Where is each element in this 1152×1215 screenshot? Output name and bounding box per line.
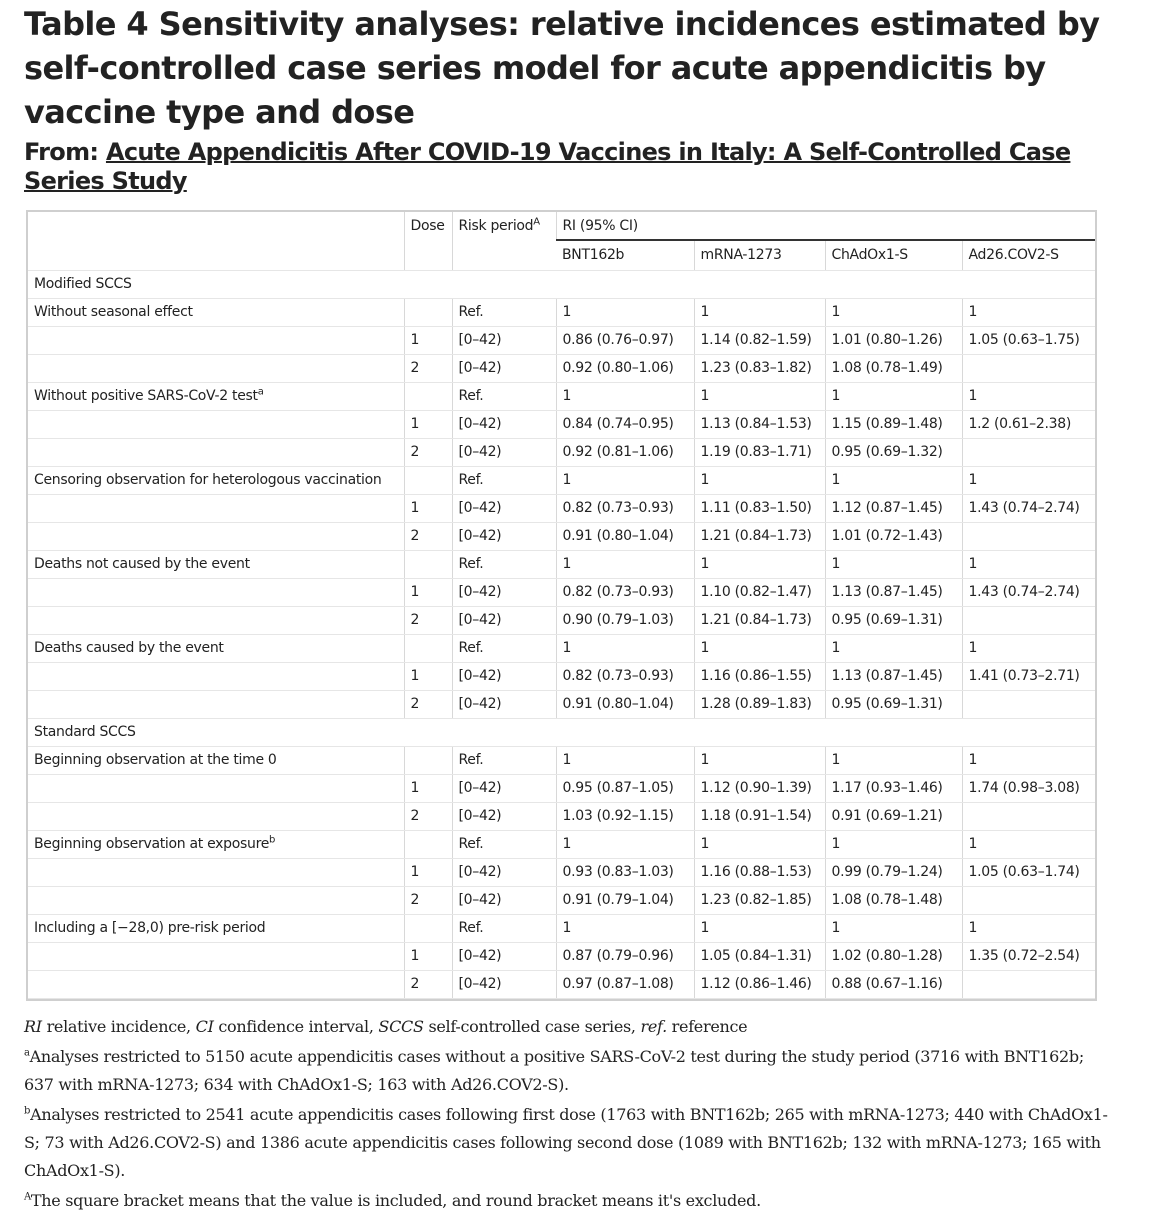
ri-value-cell: 0.82 (0.73–0.93) — [556, 578, 694, 606]
dose-cell: 1 — [404, 494, 452, 522]
ri-value-cell: 1 — [962, 634, 1095, 662]
footnote-mark: A — [24, 1191, 31, 1203]
ri-value-cell: 1 — [825, 466, 962, 494]
risk-period-cell: Ref. — [452, 382, 556, 410]
risk-period-cell: [0–42) — [452, 326, 556, 354]
table-row — [28, 494, 1095, 522]
table-row — [28, 298, 1095, 326]
ri-value-cell — [962, 970, 1095, 998]
source-article-link[interactable]: Acute Appendicitis After COVID-19 Vaccines in Italy: A Self-Controlled Case Series Study — [24, 138, 1071, 195]
table-row — [28, 662, 1095, 690]
ri-value-cell — [962, 802, 1095, 830]
ri-value-cell: 1 — [825, 550, 962, 578]
dose-cell — [404, 914, 452, 942]
analysis-label — [28, 298, 404, 326]
table-row — [28, 326, 1095, 354]
table-row — [28, 634, 1095, 662]
table-row — [28, 886, 1095, 914]
source-line — [24, 138, 1084, 196]
dose-cell: 2 — [404, 802, 452, 830]
analysis-label — [28, 438, 404, 466]
ri-value-cell: 1.2 (0.61–2.38) — [962, 410, 1095, 438]
risk-period-cell: [0–42) — [452, 970, 556, 998]
analysis-label-text: Without seasonal effect — [34, 304, 193, 320]
table-row — [28, 438, 1095, 466]
table-row — [28, 858, 1095, 886]
table-row — [28, 942, 1095, 970]
ri-value-cell: 1 — [962, 298, 1095, 326]
analysis-label — [28, 382, 404, 410]
table-row — [28, 522, 1095, 550]
ri-value-cell: 0.95 (0.69–1.31) — [825, 690, 962, 718]
footnote-mark: b — [24, 1105, 31, 1117]
dose-cell: 2 — [404, 522, 452, 550]
analysis-label-text: Beginning observation at the time 0 — [34, 752, 277, 768]
ri-value-cell: 1 — [694, 914, 825, 942]
risk-period-cell: [0–42) — [452, 438, 556, 466]
analysis-label — [28, 326, 404, 354]
table-container — [26, 210, 1097, 1001]
ri-value-cell: 1 — [556, 298, 694, 326]
table-row — [28, 774, 1095, 802]
dose-cell: 1 — [404, 942, 452, 970]
abbreviation-term: ref. — [640, 1016, 667, 1036]
footnote-text: Analyses restricted to 5150 acute appendicitis cases without a positive SARS-CoV-2 test during the study period (3716 with BNT162b; 637 with mRNA-1273; 634 with ChAdOx1-S; 163 with Ad26.COV2-S). — [24, 1046, 1084, 1094]
ri-value-cell: 1 — [556, 634, 694, 662]
ri-value-cell: 0.92 (0.80–1.06) — [556, 354, 694, 382]
table-row — [28, 690, 1095, 718]
ri-value-cell: 1 — [694, 466, 825, 494]
header-vaccine: ChAdOx1-S — [825, 240, 962, 270]
ri-value-cell: 1.12 (0.86–1.46) — [694, 970, 825, 998]
risk-period-cell: [0–42) — [452, 774, 556, 802]
analysis-label — [28, 634, 404, 662]
analysis-label — [28, 746, 404, 774]
dose-cell — [404, 830, 452, 858]
analysis-label — [28, 494, 404, 522]
ri-value-cell: 1.01 (0.80–1.26) — [825, 326, 962, 354]
ri-value-cell: 0.88 (0.67–1.16) — [825, 970, 962, 998]
ri-value-cell: 1 — [825, 634, 962, 662]
ri-value-cell: 0.99 (0.79–1.24) — [825, 858, 962, 886]
footnote — [24, 1043, 1109, 1099]
header-empty-cell — [28, 212, 404, 270]
ri-value-cell — [962, 690, 1095, 718]
analysis-label-text: Deaths caused by the event — [34, 640, 224, 656]
ri-value-cell: 0.91 (0.80–1.04) — [556, 690, 694, 718]
ri-value-cell: 0.91 (0.79–1.04) — [556, 886, 694, 914]
table-row — [28, 746, 1095, 774]
ri-value-cell: 1 — [694, 634, 825, 662]
ri-value-cell: 0.86 (0.76–0.97) — [556, 326, 694, 354]
ri-value-cell: 1.43 (0.74–2.74) — [962, 578, 1095, 606]
abbreviation-definition: relative incidence, — [46, 1016, 191, 1036]
dose-cell: 1 — [404, 326, 452, 354]
sensitivity-table — [28, 212, 1095, 999]
risk-period-cell: [0–42) — [452, 886, 556, 914]
analysis-label — [28, 354, 404, 382]
ri-value-cell: 1.19 (0.83–1.71) — [694, 438, 825, 466]
abbreviation-term: CI — [195, 1016, 214, 1036]
table-header — [28, 212, 1095, 270]
risk-period-cell: [0–42) — [452, 494, 556, 522]
ri-value-cell: 1 — [962, 830, 1095, 858]
header-risk-period-footnote-mark: A — [533, 216, 540, 228]
footnote-mark: a — [24, 1047, 30, 1059]
ri-value-cell — [962, 354, 1095, 382]
ri-value-cell: 1 — [825, 382, 962, 410]
ri-value-cell: 1 — [556, 382, 694, 410]
analysis-label — [28, 410, 404, 438]
ri-value-cell: 1 — [556, 746, 694, 774]
dose-cell: 1 — [404, 578, 452, 606]
dose-cell: 1 — [404, 858, 452, 886]
table-row — [28, 578, 1095, 606]
risk-period-cell: [0–42) — [452, 858, 556, 886]
ri-value-cell: 0.84 (0.74–0.95) — [556, 410, 694, 438]
ri-value-cell — [962, 606, 1095, 634]
risk-period-cell: [0–42) — [452, 662, 556, 690]
footnote-text: The square bracket means that the value is included, and round bracket means it's excluded. — [30, 1190, 761, 1210]
ri-value-cell: 0.97 (0.87–1.08) — [556, 970, 694, 998]
ri-value-cell: 1.21 (0.84–1.73) — [694, 606, 825, 634]
ri-value-cell: 0.92 (0.81–1.06) — [556, 438, 694, 466]
dose-cell: 2 — [404, 606, 452, 634]
ri-value-cell: 0.91 (0.80–1.04) — [556, 522, 694, 550]
section-row — [28, 270, 1095, 298]
analysis-label — [28, 550, 404, 578]
section-row — [28, 718, 1095, 746]
ri-value-cell: 1 — [694, 298, 825, 326]
header-vaccine: mRNA-1273 — [694, 240, 825, 270]
dose-cell — [404, 466, 452, 494]
ri-value-cell: 0.90 (0.79–1.03) — [556, 606, 694, 634]
abbreviation-definition: self-controlled case series, — [428, 1016, 636, 1036]
section-label: Standard SCCS — [28, 718, 1095, 746]
risk-period-cell: Ref. — [452, 550, 556, 578]
dose-cell: 1 — [404, 410, 452, 438]
analysis-label — [28, 830, 404, 858]
ri-value-cell: 0.95 (0.69–1.32) — [825, 438, 962, 466]
ri-value-cell: 1.08 (0.78–1.49) — [825, 354, 962, 382]
table-body — [28, 270, 1095, 998]
ri-value-cell: 1.15 (0.89–1.48) — [825, 410, 962, 438]
ri-value-cell: 1 — [962, 914, 1095, 942]
footnote-text: Analyses restricted to 2541 acute appendicitis cases following first dose (1763 with BNT162b; 265 with mRNA-1273; 440 with ChAdOx1-S; 73 with Ad26.COV2-S) and 1386 acute appendicitis cases following second dose (1089 with BNT162b; 132 with mRNA-1273; 165 with ChAdOx1-S). — [24, 1104, 1108, 1180]
analysis-label — [28, 606, 404, 634]
ri-value-cell: 1.13 (0.87–1.45) — [825, 578, 962, 606]
ri-value-cell: 0.95 (0.87–1.05) — [556, 774, 694, 802]
ri-value-cell — [962, 886, 1095, 914]
ri-value-cell: 0.87 (0.79–0.96) — [556, 942, 694, 970]
risk-period-cell: [0–42) — [452, 942, 556, 970]
dose-cell — [404, 634, 452, 662]
ri-value-cell: 1.13 (0.87–1.45) — [825, 662, 962, 690]
ri-value-cell: 1.41 (0.73–2.71) — [962, 662, 1095, 690]
risk-period-cell: [0–42) — [452, 606, 556, 634]
analysis-label — [28, 858, 404, 886]
ri-value-cell: 1 — [694, 550, 825, 578]
ri-value-cell: 1 — [962, 746, 1095, 774]
ri-value-cell: 1.13 (0.84–1.53) — [694, 410, 825, 438]
dose-cell — [404, 746, 452, 774]
analysis-label-text: Beginning observation at exposure — [34, 836, 270, 852]
dose-cell: 1 — [404, 774, 452, 802]
analysis-label — [28, 522, 404, 550]
ri-value-cell: 1 — [825, 914, 962, 942]
analysis-label — [28, 690, 404, 718]
dose-cell: 2 — [404, 690, 452, 718]
table-row — [28, 550, 1095, 578]
table-row — [28, 970, 1095, 998]
ri-value-cell — [962, 522, 1095, 550]
ri-value-cell: 0.91 (0.69–1.21) — [825, 802, 962, 830]
analysis-label-text: Without positive SARS-CoV-2 test — [34, 388, 258, 404]
abbreviation-term: RI — [24, 1016, 42, 1036]
table-row — [28, 382, 1095, 410]
ri-value-cell: 1.17 (0.93–1.46) — [825, 774, 962, 802]
risk-period-cell: Ref. — [452, 634, 556, 662]
dose-cell: 2 — [404, 970, 452, 998]
footnote-mark: a — [257, 386, 264, 398]
footnote — [24, 1101, 1109, 1185]
risk-period-cell: [0–42) — [452, 578, 556, 606]
ri-value-cell: 1.43 (0.74–2.74) — [962, 494, 1095, 522]
risk-period-cell: Ref. — [452, 298, 556, 326]
table-row — [28, 354, 1095, 382]
abbreviation-definition: confidence interval, — [218, 1016, 374, 1036]
risk-period-cell: Ref. — [452, 746, 556, 774]
dose-cell — [404, 550, 452, 578]
ri-value-cell: 1.05 (0.63–1.74) — [962, 858, 1095, 886]
ri-value-cell: 1 — [962, 550, 1095, 578]
ri-value-cell: 1.02 (0.80–1.28) — [825, 942, 962, 970]
ri-value-cell: 1.23 (0.83–1.82) — [694, 354, 825, 382]
ri-value-cell: 1.12 (0.90–1.39) — [694, 774, 825, 802]
ri-value-cell: 1.03 (0.92–1.15) — [556, 802, 694, 830]
table-row — [28, 606, 1095, 634]
ri-value-cell: 1.14 (0.82–1.59) — [694, 326, 825, 354]
analysis-label — [28, 578, 404, 606]
ri-value-cell — [962, 438, 1095, 466]
risk-period-cell: [0–42) — [452, 690, 556, 718]
section-label: Modified SCCS — [28, 270, 1095, 298]
abbreviation-term: SCCS — [378, 1016, 424, 1036]
dose-cell — [404, 382, 452, 410]
header-vaccine: Ad26.COV2-S — [962, 240, 1095, 270]
table-row — [28, 466, 1095, 494]
ri-value-cell: 1 — [556, 466, 694, 494]
abbreviation-definition: reference — [671, 1016, 748, 1036]
ri-value-cell: 1.05 (0.63–1.75) — [962, 326, 1095, 354]
ri-value-cell: 1.21 (0.84–1.73) — [694, 522, 825, 550]
analysis-label — [28, 914, 404, 942]
ri-value-cell: 1.18 (0.91–1.54) — [694, 802, 825, 830]
dose-cell: 2 — [404, 438, 452, 466]
ri-value-cell: 1 — [825, 298, 962, 326]
table-row — [28, 802, 1095, 830]
ri-value-cell: 1.23 (0.82–1.85) — [694, 886, 825, 914]
footnote-list — [24, 1043, 1109, 1215]
ri-value-cell: 1 — [694, 382, 825, 410]
analysis-label-text: Deaths not caused by the event — [34, 556, 250, 572]
ri-value-cell: 1 — [962, 382, 1095, 410]
dose-cell: 1 — [404, 662, 452, 690]
ri-value-cell: 1 — [825, 746, 962, 774]
table-row — [28, 830, 1095, 858]
ri-value-cell: 1.74 (0.98–3.08) — [962, 774, 1095, 802]
dose-cell — [404, 298, 452, 326]
header-risk-period — [452, 212, 556, 270]
analysis-label — [28, 466, 404, 494]
header-vaccine: BNT162b — [556, 240, 694, 270]
ri-value-cell: 1 — [962, 466, 1095, 494]
risk-period-cell: [0–42) — [452, 522, 556, 550]
ri-value-cell: 1.12 (0.87–1.45) — [825, 494, 962, 522]
table-title: Table 4 Sensitivity analyses: relative incidences estimated by self-controlled case series model for acute appendicitis by vaccine type and dose — [24, 5, 1100, 131]
risk-period-cell: Ref. — [452, 830, 556, 858]
footnotes — [24, 1013, 1109, 1215]
ri-value-cell: 0.93 (0.83–1.03) — [556, 858, 694, 886]
risk-period-cell: Ref. — [452, 914, 556, 942]
analysis-label — [28, 886, 404, 914]
analysis-label — [28, 970, 404, 998]
ri-value-cell: 0.82 (0.73–0.93) — [556, 494, 694, 522]
ri-value-cell: 1 — [556, 830, 694, 858]
ri-value-cell: 1.16 (0.88–1.53) — [694, 858, 825, 886]
ri-value-cell: 1 — [825, 830, 962, 858]
abbreviations — [24, 1013, 1109, 1041]
dose-cell: 2 — [404, 354, 452, 382]
risk-period-cell: [0–42) — [452, 802, 556, 830]
ri-value-cell: 1.11 (0.83–1.50) — [694, 494, 825, 522]
ri-value-cell: 1.10 (0.82–1.47) — [694, 578, 825, 606]
ri-value-cell: 1.35 (0.72–2.54) — [962, 942, 1095, 970]
ri-value-cell: 1.28 (0.89–1.83) — [694, 690, 825, 718]
header-dose: Dose — [404, 212, 452, 270]
footnote — [24, 1187, 1109, 1215]
risk-period-cell: [0–42) — [452, 410, 556, 438]
ri-value-cell: 1.05 (0.84–1.31) — [694, 942, 825, 970]
risk-period-cell: Ref. — [452, 466, 556, 494]
risk-period-cell: [0–42) — [452, 354, 556, 382]
analysis-label — [28, 774, 404, 802]
analysis-label — [28, 802, 404, 830]
ri-value-cell: 1 — [694, 746, 825, 774]
analysis-label — [28, 662, 404, 690]
table-row — [28, 914, 1095, 942]
ri-value-cell: 1.08 (0.78–1.48) — [825, 886, 962, 914]
ri-value-cell: 1.01 (0.72–1.43) — [825, 522, 962, 550]
analysis-label-text: Censoring observation for heterologous vaccination — [34, 472, 382, 488]
ri-value-cell: 1 — [694, 830, 825, 858]
from-label: From: — [24, 138, 99, 166]
footnote-mark: b — [269, 834, 276, 846]
header-risk-period-label: Risk period — [458, 218, 534, 234]
header-ri: RI (95% CI) — [556, 212, 1095, 240]
ri-value-cell: 1 — [556, 914, 694, 942]
ri-value-cell: 0.82 (0.73–0.93) — [556, 662, 694, 690]
analysis-label — [28, 942, 404, 970]
table-row — [28, 410, 1095, 438]
analysis-label-text: Including a [−28,0) pre-risk period — [34, 920, 266, 936]
dose-cell: 2 — [404, 886, 452, 914]
ri-value-cell: 1 — [556, 550, 694, 578]
ri-value-cell: 1.16 (0.86–1.55) — [694, 662, 825, 690]
ri-value-cell: 0.95 (0.69–1.31) — [825, 606, 962, 634]
